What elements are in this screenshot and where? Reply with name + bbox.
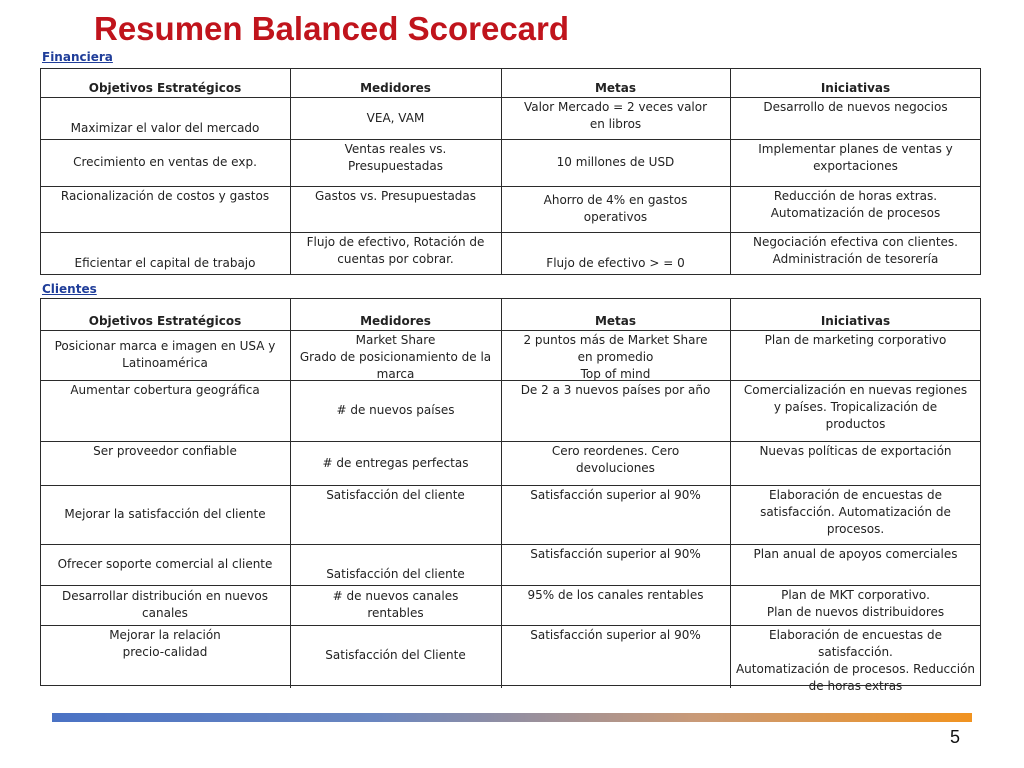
table-rule <box>40 625 981 626</box>
table-cell-initiative <box>732 332 979 378</box>
table-column-rule <box>730 68 731 274</box>
column-header-target-text: Metas <box>594 314 637 328</box>
table-rule <box>40 274 981 275</box>
table-rule <box>40 97 981 98</box>
table-cell-measure <box>292 141 499 184</box>
table-cell-objective <box>42 587 288 623</box>
table-cell-measure-text: Market Share Grado de posicionamiento de la marca <box>299 333 492 381</box>
footer-gradient-bar <box>52 713 972 722</box>
column-header-target <box>503 298 728 330</box>
table-cell-measure <box>292 234 499 272</box>
table-cell-target-text: Satisfacción superior al 90% <box>530 628 701 642</box>
table-cell-initiative-text: Elaboración de encuestas de satisfacción. Automatización de procesos. <box>760 488 951 536</box>
table-cell-objective-text: Mejorar la satisfacción del cliente <box>64 507 266 521</box>
table-cell-objective <box>42 188 288 230</box>
table-cell-initiative <box>732 587 979 623</box>
clientes-table <box>40 298 981 693</box>
table-cell-measure-text: Flujo de efectivo, Rotación de cuentas por cobrar. <box>306 235 485 266</box>
table-cell-objective <box>42 382 288 439</box>
table-cell-target-text: Cero reordenes. Cero devoluciones <box>551 444 680 475</box>
column-header-objective <box>42 68 288 97</box>
table-cell-objective-text: Mejorar la relación precio-calidad <box>109 628 221 659</box>
table-cell-measure <box>292 99 499 137</box>
table-cell-objective-text: Crecimiento en ventas de exp. <box>73 155 257 169</box>
table-cell-initiative-text: Plan de marketing corporativo <box>764 333 947 347</box>
table-cell-measure <box>292 332 499 381</box>
table-cell-objective-text: Desarrollar distribución en nuevos canales <box>62 589 268 620</box>
table-cell-measure-text: VEA, VAM <box>366 110 425 125</box>
table-column-rule <box>290 68 291 274</box>
table-rule <box>40 232 981 233</box>
table-cell-target <box>503 443 728 483</box>
column-header-objective-text: Objetivos Estratégicos <box>88 314 242 328</box>
table-cell-target <box>503 546 728 583</box>
table-cell-objective <box>42 487 288 542</box>
column-header-measure <box>292 298 499 330</box>
table-rule <box>40 139 981 140</box>
table-cell-initiative <box>732 234 979 272</box>
table-column-rule <box>730 298 731 688</box>
financiera-table <box>40 68 981 274</box>
table-cell-objective <box>42 234 288 272</box>
table-cell-objective <box>42 141 288 184</box>
table-cell-initiative <box>732 627 979 693</box>
table-cell-initiative-text: Nuevas políticas de exportación <box>759 444 952 458</box>
table-cell-initiative <box>732 487 979 542</box>
table-cell-objective-text: Aumentar cobertura geográfica <box>70 383 260 397</box>
table-cell-measure <box>292 487 499 542</box>
table-cell-objective <box>42 99 288 137</box>
column-header-initiative <box>732 298 979 330</box>
table-cell-initiative <box>732 141 979 184</box>
column-header-target-text: Metas <box>594 81 637 95</box>
table-cell-objective-text: Maximizar el valor del mercado <box>70 121 260 135</box>
table-cell-measure-text: Ventas reales vs. Presupuestadas <box>344 142 447 173</box>
table-cell-target <box>503 587 728 623</box>
column-header-initiative <box>732 68 979 97</box>
table-cell-initiative-text: Implementar planes de ventas y exportaciones <box>758 142 953 173</box>
column-header-initiative-text: Iniciativas <box>820 81 891 95</box>
table-cell-objective-text: Ser proveedor confiable <box>93 444 237 458</box>
table-cell-target-text: 2 puntos más de Market Share en promedio Top of mind <box>523 333 708 381</box>
table-column-rule <box>501 298 502 688</box>
table-cell-target-text: Ahorro de 4% en gastos operativos <box>543 193 688 224</box>
table-rule <box>40 186 981 187</box>
column-header-objective <box>42 298 288 330</box>
table-cell-target-text: 95% de los canales rentables <box>527 588 704 602</box>
table-rule <box>40 485 981 486</box>
table-cell-measure <box>292 546 499 583</box>
table-cell-measure-text: # de nuevos países <box>336 403 455 417</box>
table-column-rule <box>290 298 291 688</box>
table-cell-initiative-text: Plan de MKT corporativo. Plan de nuevos distribuidores <box>766 588 945 619</box>
table-cell-measure-text: # de nuevos canales rentables <box>332 589 459 620</box>
table-cell-objective <box>42 332 288 378</box>
table-cell-target <box>503 141 728 184</box>
table-cell-target <box>503 234 728 272</box>
table-cell-initiative-text: Comercialización en nuevas regiones y países. Tropicalización de productos <box>743 383 968 431</box>
column-header-initiative-text: Iniciativas <box>820 314 891 328</box>
table-cell-measure-text: Satisfacción del cliente <box>326 488 465 502</box>
table-rule <box>40 544 981 545</box>
section-label-clientes: Clientes <box>42 282 97 296</box>
table-column-rule <box>980 68 981 274</box>
table-cell-objective-text: Ofrecer soporte comercial al cliente <box>57 557 273 571</box>
table-cell-target <box>503 332 728 381</box>
table-rule <box>40 585 981 586</box>
table-rule <box>40 330 981 331</box>
table-cell-initiative <box>732 382 979 439</box>
table-cell-target-text: De 2 a 3 nuevos países por año <box>520 383 711 397</box>
table-column-rule <box>501 68 502 274</box>
table-cell-measure <box>292 188 499 230</box>
table-cell-initiative-text: Plan anual de apoyos comerciales <box>753 547 958 561</box>
table-column-rule <box>40 68 41 274</box>
table-cell-objective <box>42 546 288 583</box>
table-cell-initiative-text: Negociación efectiva con clientes. Administración de tesorería <box>753 235 958 266</box>
table-cell-objective-text: Eficientar el capital de trabajo <box>74 256 256 270</box>
table-column-rule <box>980 298 981 685</box>
table-cell-target <box>503 382 728 439</box>
table-cell-target <box>503 487 728 542</box>
table-cell-target <box>503 99 728 137</box>
table-cell-target-text: Satisfacción superior al 90% <box>530 547 701 561</box>
table-rule <box>40 441 981 442</box>
table-cell-initiative <box>732 443 979 483</box>
table-cell-measure-text: Satisfacción del Cliente <box>325 647 466 662</box>
table-column-rule <box>40 298 41 685</box>
table-cell-measure-text: Gastos vs. Presupuestadas <box>314 189 477 203</box>
table-cell-initiative <box>732 188 979 230</box>
table-cell-target <box>503 627 728 683</box>
table-cell-target-text: Valor Mercado = 2 veces valor en libros <box>523 100 708 131</box>
column-header-measure-text: Medidores <box>360 314 431 328</box>
page-number: 5 <box>950 727 961 747</box>
section-label-financiera: Financiera <box>42 50 113 64</box>
column-header-measure <box>292 68 499 97</box>
column-header-objective-text: Objetivos Estratégicos <box>88 81 242 95</box>
column-header-measure-text: Medidores <box>360 81 431 95</box>
table-cell-objective <box>42 443 288 483</box>
table-cell-target-text: Satisfacción superior al 90% <box>530 488 701 502</box>
table-cell-measure <box>292 627 499 683</box>
table-cell-initiative <box>732 546 979 583</box>
table-cell-initiative-text: Reducción de horas extras. Automatización de procesos <box>770 189 941 220</box>
table-cell-objective-text: Racionalización de costos y gastos <box>60 189 270 203</box>
table-cell-measure <box>292 382 499 439</box>
table-cell-initiative-text: Desarrollo de nuevos negocios <box>763 100 948 114</box>
table-cell-measure <box>292 443 499 483</box>
table-cell-measure-text: # de entregas perfectas <box>322 455 469 470</box>
table-cell-initiative <box>732 99 979 137</box>
page-title: Resumen Balanced Scorecard <box>94 10 570 47</box>
table-cell-objective <box>42 627 288 683</box>
table-cell-measure-text: Satisfacción del cliente <box>326 567 465 581</box>
table-cell-target <box>503 188 728 230</box>
column-header-target <box>503 68 728 97</box>
table-cell-measure <box>292 587 499 623</box>
table-cell-objective-text: Posicionar marca e imagen en USA y Latinoamérica <box>54 339 276 370</box>
table-cell-initiative-text: Elaboración de encuestas de satisfacción. Automatización de procesos. Reducción de horas extras <box>735 628 976 693</box>
table-rule <box>40 380 981 381</box>
table-cell-target-text: 10 millones de USD <box>556 155 675 169</box>
table-cell-target-text: Flujo de efectivo > = 0 <box>546 256 685 270</box>
